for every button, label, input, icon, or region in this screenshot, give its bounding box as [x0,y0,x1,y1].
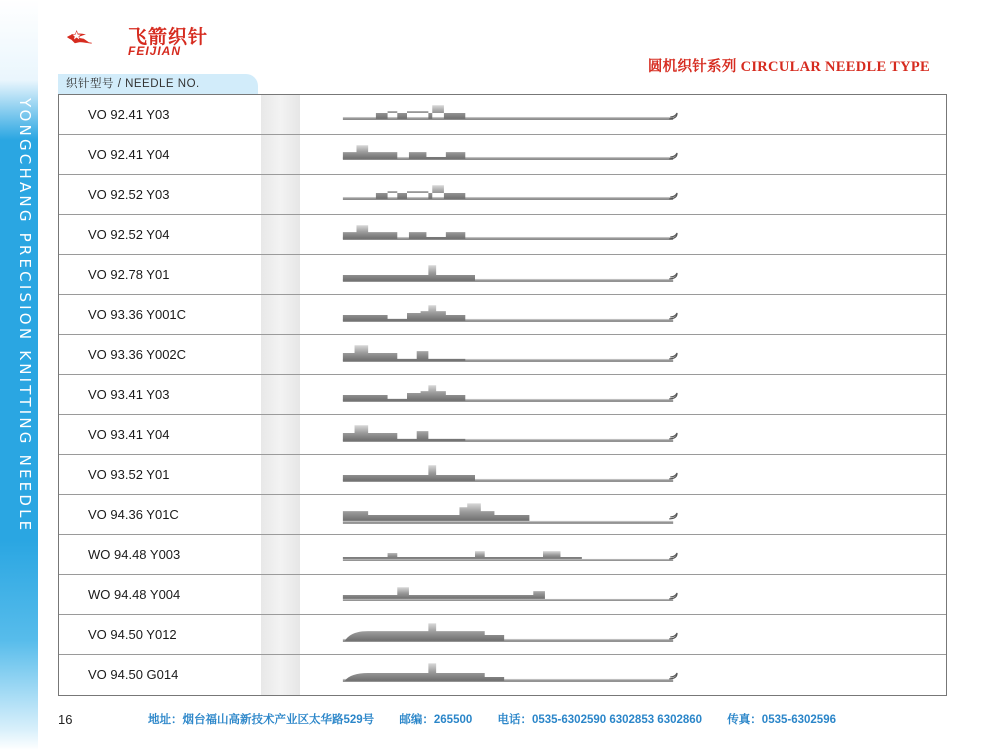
needle-number: VO 94.36 Y01C [88,507,179,522]
table-row [59,375,946,415]
footer-fax: 传真：0535-6302596 [727,714,836,726]
brand-name-cn: 飞箭织针 [128,27,209,48]
needle-number: VO 94.50 Y012 [88,627,177,642]
needle-image [339,539,679,571]
footer-address: 地址：烟台福山高新技术产业区太华路529号 [148,714,375,726]
table-row [59,575,946,615]
table-row [59,135,946,175]
side-bar [0,0,38,750]
table-header: 织针型号 / NEEDLE NO. [58,74,258,94]
needle-image [339,579,679,611]
series-title: 圆机织针系列 CIRCULAR NEEDLE TYPE [647,59,930,75]
needle-image [339,619,679,651]
needle-number: VO 92.52 Y03 [88,187,170,202]
table-row [59,535,946,575]
needle-number: VO 93.36 Y001C [88,307,187,322]
needle-image [339,259,679,291]
side-bar-text: YONGCHANG PRECISION KNITTING NEEDLE [16,98,34,534]
needle-number: VO 92.52 Y04 [88,227,170,242]
needle-number: VO 94.50 G014 [88,667,179,682]
brand-name-en: FEIJIAN [128,44,182,58]
footer-phone: 电话：0535-6302590 6302853 6302860 [497,714,703,726]
needle-image [339,99,679,131]
table-row [59,335,946,375]
table-row [59,655,946,695]
needle-number: WO 94.48 Y003 [88,547,181,562]
needle-image [339,459,679,491]
needle-number: VO 93.52 Y01 [88,467,170,482]
table-row [59,95,946,135]
table-row [59,415,946,455]
footer-postcode: 邮编：265500 [399,714,473,726]
needle-number: VO 93.41 Y04 [88,427,170,442]
needle-image [339,139,679,171]
needle-number: WO 94.48 Y004 [88,587,181,602]
table-row [59,495,946,535]
needle-number: VO 92.41 Y03 [88,107,170,122]
table-row [59,255,946,295]
needle-image [339,659,679,691]
needle-image [339,299,679,331]
needle-image [339,499,679,531]
needle-image [339,379,679,411]
footer-contact [148,711,858,727]
needle-image [339,339,679,371]
table-row [59,215,946,255]
needle-number: VO 92.78 Y01 [88,267,170,282]
page-number: 16 [58,712,73,727]
needle-number: VO 92.41 Y04 [88,147,170,162]
needle-image [339,219,679,251]
needle-image [339,419,679,451]
needle-number: VO 93.36 Y002C [88,347,187,362]
table-row [59,615,946,655]
needle-image [339,179,679,211]
table-row [59,455,946,495]
needle-table [58,94,947,696]
table-row [59,175,946,215]
table-row [59,295,946,335]
needle-number: VO 93.41 Y03 [88,387,170,402]
brand-logo [66,20,128,54]
